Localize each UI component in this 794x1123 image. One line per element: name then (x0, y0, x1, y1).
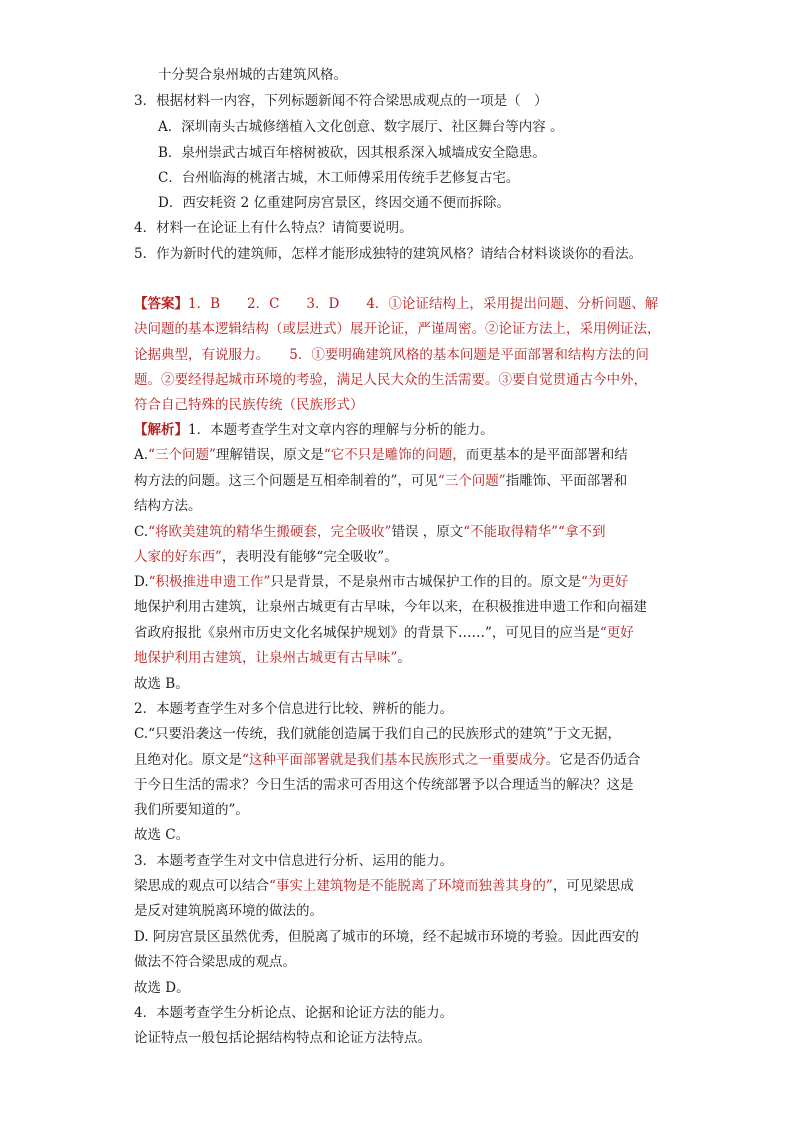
text: 。 (397, 650, 411, 666)
option-letter: C. (134, 524, 149, 540)
answer-line-1 (134, 295, 658, 313)
question-5: 5．作为新时代的建筑师，怎样才能形成独特的建筑风格？请结合材料谈谈你的看法。 (134, 246, 643, 262)
analysis-intro: 1．本题考查学生对文章内容的理解与分析的能力。 (188, 422, 494, 438)
quote: “它不只是雕饰的问题， (323, 447, 466, 463)
quote: “只要沿袭这一传统，我们就能创造属于我们自己的民族形式的建筑” (148, 726, 554, 742)
question-3-option-c: C．台州临海的桃渚古城，木工师傅采用传统手艺修复古宅。 (158, 170, 520, 186)
quote: “积极推进申遗工作” (148, 574, 271, 590)
analysis-a-line-2 (134, 472, 627, 490)
option-letter: C. (134, 726, 149, 742)
quote: “三个问题” (437, 473, 506, 489)
question-4: 4．材料一在论证上有什么特点？请简要说明。 (134, 220, 413, 236)
answer-tag: 【答案】 (134, 296, 188, 312)
option-letter: A. (134, 447, 149, 463)
text: 构方法的问题。这三个问题是互相牵制着的”，可见 (134, 473, 438, 489)
analysis-q4-line-1: 论证特点一般包括论据结构特点和论证方法特点。 (134, 1030, 431, 1046)
quote: “三个问题” (148, 447, 216, 463)
analysis-a-line-3: 结构方法。 (134, 498, 202, 514)
analysis-q4-intro: 4．本题考查学生分析论点、论据和论证方法的能力。 (134, 1005, 454, 1021)
analysis-q2c-line-1 (134, 725, 621, 743)
quote: “事实上建筑物是不能脱离了环境而独善其身的” (269, 878, 553, 894)
analysis-d-line-1 (134, 573, 628, 591)
option-letter: D. (134, 574, 149, 590)
analysis-q3-line-2: 是反对建筑脱离环境的做法的。 (134, 903, 323, 919)
quote: “为更好 (580, 574, 629, 590)
text: 它是否仍适合 (559, 752, 641, 768)
select-d: 故选 D。 (134, 980, 190, 996)
analysis-q2c-line-2 (134, 751, 640, 769)
text: 而更基本的是平面部署和结 (465, 447, 628, 463)
analysis-tag: 【解析】 (134, 422, 188, 438)
answer-text: 1．B 2．C 3．D 4．①论证结构上，采用提出问题、分析问题、解 (188, 296, 659, 312)
question-3-stem: 3．根据材料一内容，下列标题新闻不符合梁思成观点的一项是（ ） (134, 93, 548, 109)
select-b: 故选 B。 (134, 676, 189, 692)
answer-line-2: 决问题的基本逻辑结构（或层进式）展开论证，严谨周密。②论证方法上，采用例证法， (134, 321, 661, 337)
analysis-q3d-line-1: D. 阿房宫景区虽然优秀，但脱离了城市的环境，经不起城市环境的考验。因此西安的 (134, 929, 639, 945)
question-3-option-a: A．深圳南头古城修缮植入文化创意、数字展厅、社区舞台等内容 。 (158, 119, 564, 135)
answer-line-3: 论据典型，有说服力。 5．①要明确建筑风格的基本问题是平面部署和结构方法的问 (134, 347, 649, 363)
select-c: 故选 C。 (134, 827, 190, 843)
text: 错误 ，原文 (391, 524, 464, 540)
analysis-d-line-3 (134, 624, 634, 642)
analysis-d-line-2: 地保护利用古建筑，让泉州古城更有古早味，今年以来，在积极推进申遗工作和向福建 (134, 599, 647, 615)
analysis-q3-line-1 (134, 877, 634, 895)
answer-line-5: 符合自己特殊的民族传统（民族形式） (134, 397, 364, 413)
quote: 人家的好东西” (134, 549, 222, 565)
analysis-c-line-2 (134, 548, 398, 566)
analysis-q2-intro: 2．本题考查学生对多个信息进行比较、辨析的能力。 (134, 701, 454, 717)
analysis-line-1 (134, 421, 494, 439)
question-3-option-b: B．泉州崇武古城百年榕树被砍，因其根系深入城墙成安全隐患。 (158, 145, 546, 161)
quote: “更好 (599, 625, 634, 641)
text: 且绝对化。原文是 (134, 752, 242, 768)
quote: “将欧美建筑的精华生搬硬套，完全吸收” (148, 524, 392, 540)
analysis-a-line-1 (134, 446, 628, 464)
text: 只是背景，不是泉州市古城保护工作的目的。原文是 (270, 574, 581, 590)
text: 梁思成的观点可以结合 (134, 878, 269, 894)
quote: “这种平面部署就是我们基本民族形式之一重要成分。 (242, 752, 560, 768)
analysis-q3-intro: 3．本题考查学生对文中信息进行分析、运用的能力。 (134, 853, 454, 869)
text: 指雕饰、平面部署和 (505, 473, 628, 489)
answer-line-4: 题。②要经得起城市环境的考验，满足人民大众的生活需要。③要自觉贯通古今中外， (134, 372, 647, 388)
quote: “不能取得精华”“拿不到 (463, 524, 606, 540)
text: ，可见梁思成 (552, 878, 634, 894)
analysis-c-line-1 (134, 523, 605, 541)
text: 于文无据， (553, 726, 621, 742)
text: ，表明没有能够“完全吸收”。 (221, 549, 398, 565)
quote: 地保护利用古建筑，让泉州古城更有古早味” (134, 650, 398, 666)
analysis-d-line-4 (134, 649, 411, 667)
text: 理解错误，原文是 (215, 447, 324, 463)
prev-question-tail: 十分契合泉州城的古建筑风格。 (158, 67, 347, 83)
question-3-option-d: D．西安耗资 2 亿重建阿房宫景区，终因交通不便而拆除。 (158, 195, 510, 211)
analysis-q2c-line-4: 我们所要知道的”。 (134, 802, 249, 818)
analysis-q3d-line-2: 做法不符合梁思成的观点。 (134, 954, 296, 970)
analysis-q2c-line-3: 于今日生活的需求？今日生活的需求可否用这个传统部署予以合理适当的解决？这是 (134, 777, 634, 793)
text: 省政府报批《泉州市历史文化名城保护规划》的背景下……”，可见目的应当是 (134, 625, 600, 641)
